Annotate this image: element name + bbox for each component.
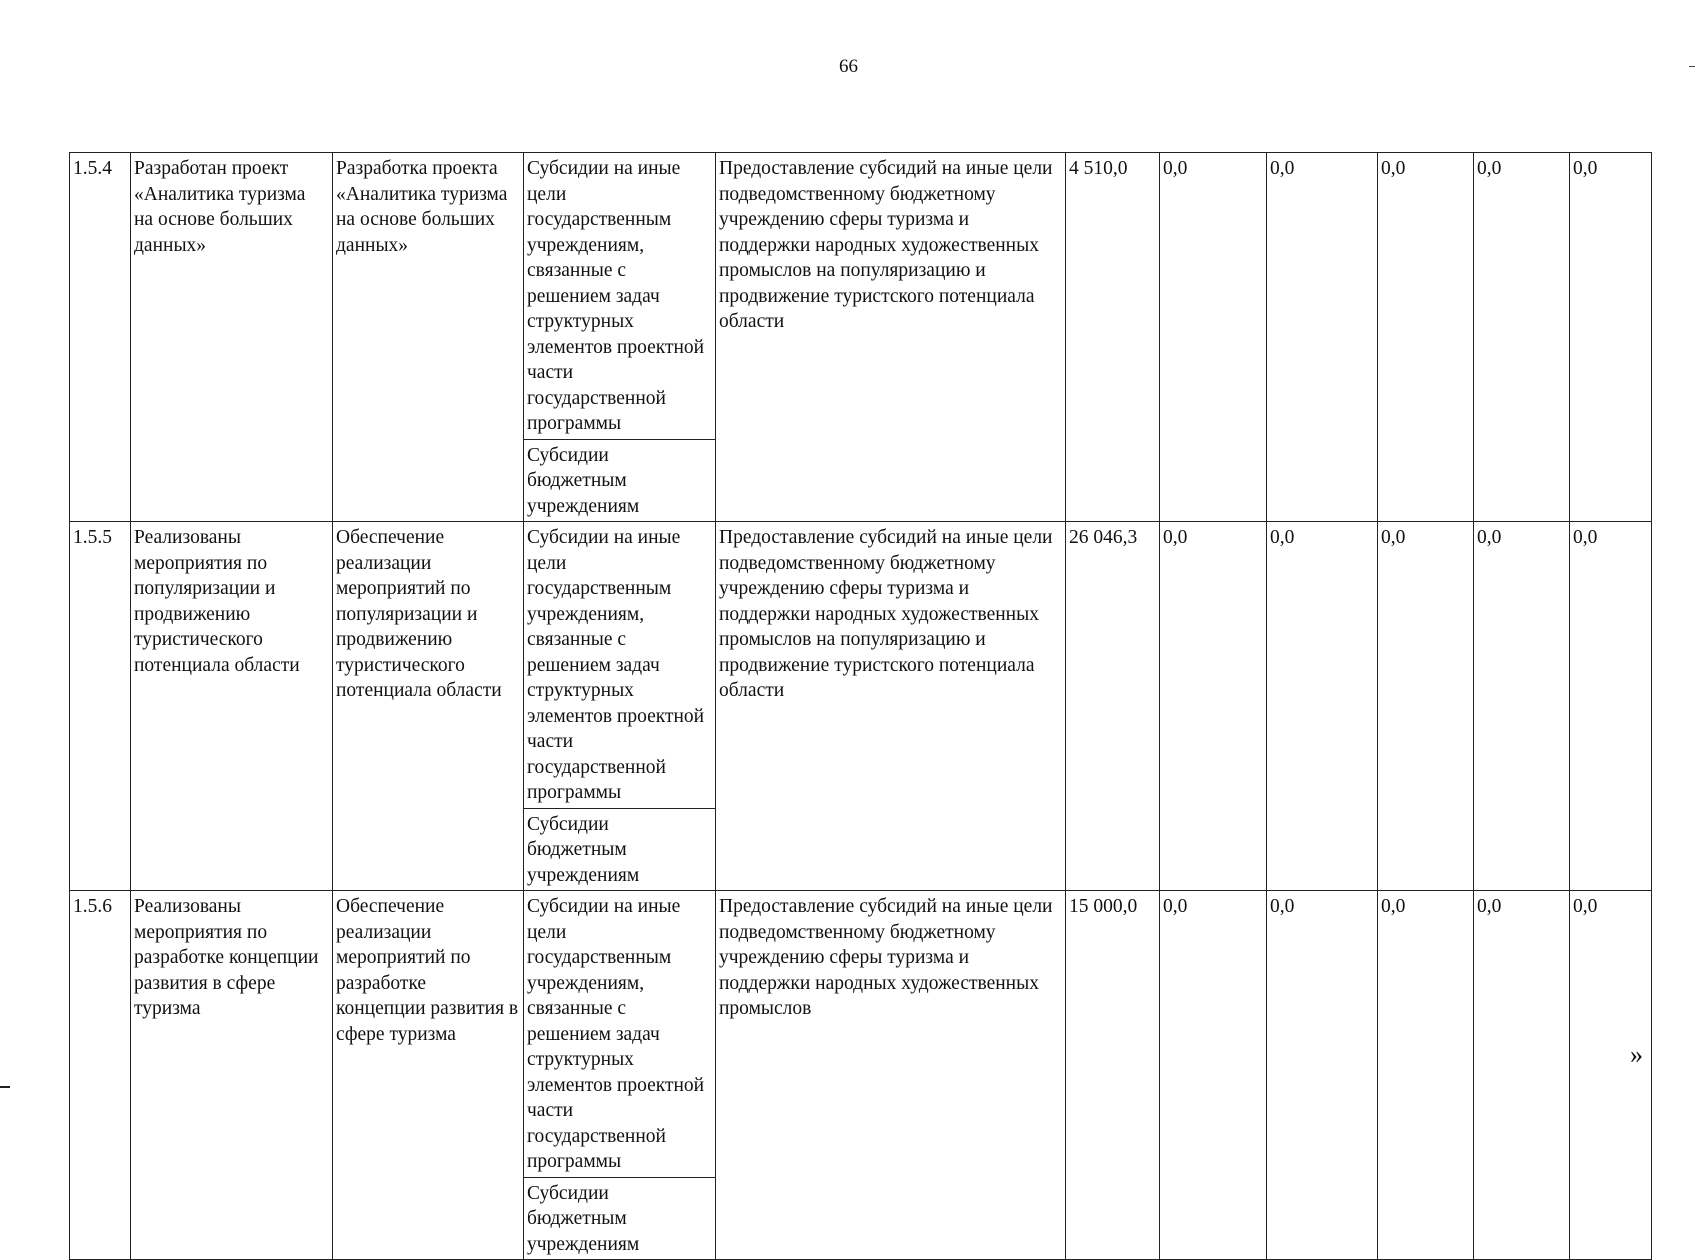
row-number: 1.5.5 <box>70 522 131 891</box>
amount-cell: 0,0 <box>1378 522 1474 891</box>
table-row <box>70 891 1652 1178</box>
amount-cell: 0,0 <box>1378 153 1474 522</box>
table-row <box>70 153 1652 440</box>
activity-cell: Обеспечение реализации мероприятий по разработке концепции развития в сфере туризма <box>333 891 524 1260</box>
amount-cell: 26 046,3 <box>1066 522 1160 891</box>
amount-cell: 0,0 <box>1267 522 1378 891</box>
closing-quote: » <box>1630 1040 1643 1069</box>
result-cell: Реализованы мероприятия по разработке концепции развития в сфере туризма <box>131 891 333 1260</box>
amount-cell: 0,0 <box>1267 891 1378 1260</box>
margin-mark <box>1689 66 1695 67</box>
subsidy-type-cell: Субсидии на иные цели государственным учреждениям, связанные с решением задач структурных элементов проектной части государственной программы <box>524 522 716 809</box>
table-row <box>70 522 1652 809</box>
amount-cell: 0,0 <box>1570 522 1652 891</box>
description-cell: Предоставление субсидий на иные цели подведомственному бюджетному учреждению сферы туризма и поддержки народных художественных промыслов на популяризацию и продвижение туристского потенциала области <box>716 153 1066 522</box>
amount-cell: 0,0 <box>1474 153 1570 522</box>
subsidy-type-cell: Субсидии на иные цели государственным учреждениям, связанные с решением задач структурных элементов проектной части государственной программы <box>524 891 716 1178</box>
amount-cell: 0,0 <box>1474 891 1570 1260</box>
amount-cell: 0,0 <box>1160 522 1267 891</box>
amount-cell: 4 510,0 <box>1066 153 1160 522</box>
page-number: 66 <box>839 56 858 77</box>
subsidy-type-cell: Субсидии бюджетным учреждениям <box>524 808 716 891</box>
subsidy-type-cell: Субсидии бюджетным учреждениям <box>524 1177 716 1260</box>
amount-cell: 0,0 <box>1160 153 1267 522</box>
amount-cell: 0,0 <box>1474 522 1570 891</box>
row-number: 1.5.6 <box>70 891 131 1260</box>
margin-dash <box>0 1086 10 1088</box>
result-cell: Реализованы мероприятия по популяризации и продвижению туристического потенциала области <box>131 522 333 891</box>
amount-cell: 0,0 <box>1378 891 1474 1260</box>
result-cell: Разработан проект «Аналитика туризма на основе больших данных» <box>131 153 333 522</box>
subsidy-type-cell: Субсидии на иные цели государственным учреждениям, связанные с решением задач структурных элементов проектной части государственной программы <box>524 153 716 440</box>
subsidy-type-cell: Субсидии бюджетным учреждениям <box>524 439 716 522</box>
description-cell: Предоставление субсидий на иные цели подведомственному бюджетному учреждению сферы туризма и поддержки народных художественных промыслов <box>716 891 1066 1260</box>
amount-cell: 15 000,0 <box>1066 891 1160 1260</box>
amount-cell: 0,0 <box>1160 891 1267 1260</box>
activity-cell: Обеспечение реализации мероприятий по популяризации и продвижению туристического потенциала области <box>333 522 524 891</box>
activity-cell: Разработка проекта «Аналитика туризма на основе больших данных» <box>333 153 524 522</box>
amount-cell: 0,0 <box>1570 891 1652 1260</box>
amount-cell: 0,0 <box>1570 153 1652 522</box>
row-number: 1.5.4 <box>70 153 131 522</box>
budget-measures-table <box>69 152 1652 1260</box>
description-cell: Предоставление субсидий на иные цели подведомственному бюджетному учреждению сферы туризма и поддержки народных художественных промыслов на популяризацию и продвижение туристского потенциала области <box>716 522 1066 891</box>
amount-cell: 0,0 <box>1267 153 1378 522</box>
